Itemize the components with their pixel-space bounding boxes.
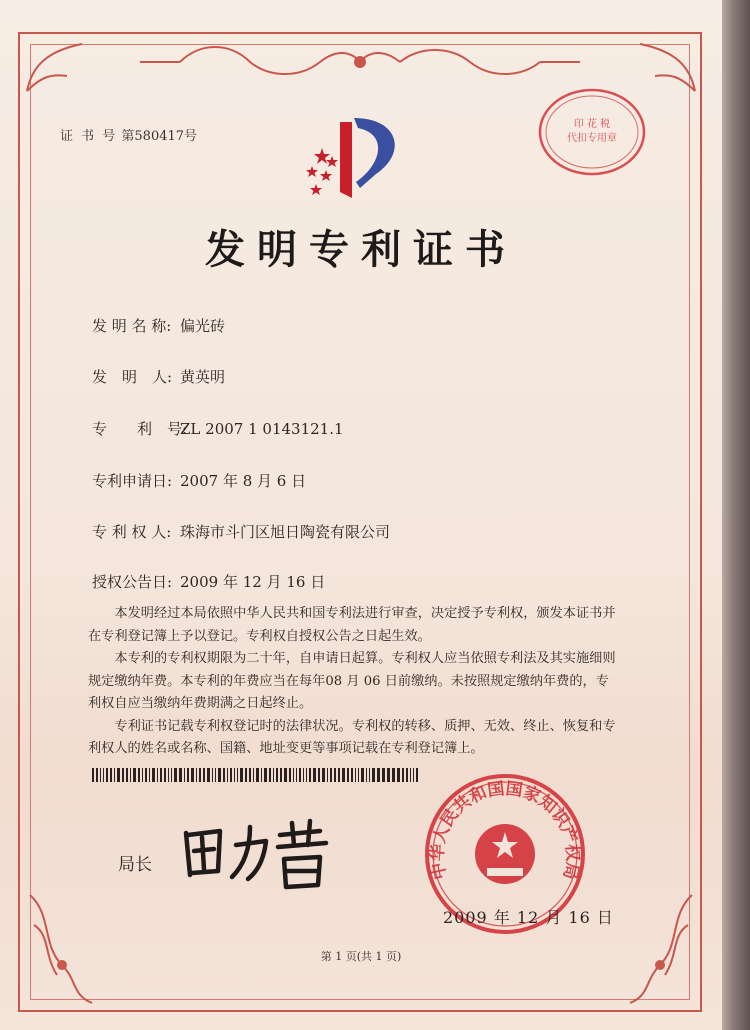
field-label: 专利申请日:: [92, 472, 173, 490]
barcode-bar: [358, 768, 359, 782]
field-label: 发 明 名 称:: [92, 317, 172, 335]
barcode-bar: [280, 768, 282, 782]
chief-label: 局长: [118, 855, 152, 875]
barcode-bar: [322, 768, 325, 782]
certificate-number-value: 第580417号: [121, 129, 198, 144]
barcode-bar: [276, 768, 278, 782]
barcode-bar: [245, 768, 247, 782]
barcode-bar: [100, 768, 101, 782]
barcode-bar: [149, 768, 150, 782]
barcode-bar: [164, 768, 166, 782]
barcode-bar: [397, 768, 400, 782]
field-grant-date: [92, 571, 325, 592]
barcode-bar: [199, 768, 201, 782]
barcode-bar: [234, 768, 235, 782]
seal-text: 中华人民共和国国家知识产权局: [427, 778, 583, 882]
barcode-bar: [256, 768, 259, 782]
field-value: 2007 年 8 月 6 日: [180, 472, 307, 490]
barcode-bar: [227, 768, 228, 782]
certificate-number: [60, 125, 197, 144]
field-value: 偏光砖: [180, 317, 226, 335]
tax-seal-stamp: [537, 87, 647, 177]
barcode-bar: [230, 768, 232, 782]
field-patent-number: [92, 418, 344, 439]
handwritten-signature: [180, 815, 330, 895]
field-inventor: [92, 366, 225, 387]
page-number: 第 1 页(共 1 页): [320, 950, 402, 963]
barcode: [92, 768, 422, 782]
barcode-bar: [130, 768, 131, 782]
barcode-bar: [351, 768, 353, 782]
barcode-bar: [410, 768, 411, 782]
barcode-bar: [92, 768, 94, 782]
barcode-bar: [126, 768, 128, 782]
barcode-bar: [203, 768, 205, 782]
barcode-bar: [114, 768, 115, 782]
barcode-bar: [416, 768, 418, 782]
barcode-bar: [303, 768, 304, 782]
barcode-bar: [223, 768, 225, 782]
barcode-bar: [273, 768, 274, 782]
field-label: 发 明 人:: [92, 368, 173, 386]
barcode-bar: [171, 768, 172, 782]
barcode-bar: [117, 768, 120, 782]
barcode-bar: [387, 768, 390, 782]
field-label: 授权公告日:: [92, 573, 173, 591]
field-value: 黄英明: [180, 368, 226, 386]
barcode-bar: [142, 768, 143, 782]
barcode-bar: [179, 768, 182, 782]
barcode-bar: [392, 768, 395, 782]
field-value: 珠海市斗门区旭日陶瓷有限公司: [180, 523, 391, 541]
barcode-bar: [289, 768, 291, 782]
barcode-bar: [330, 768, 332, 782]
barcode-bar: [122, 768, 124, 782]
barcode-bar: [133, 768, 136, 782]
barcode-bar: [168, 768, 169, 782]
barcode-bar: [207, 768, 210, 782]
barcode-bar: [96, 768, 98, 782]
barcode-bar: [293, 768, 294, 782]
barcode-bar: [103, 768, 104, 782]
svg-text:印 花 税: 印 花 税: [573, 119, 611, 130]
field-patentee: [92, 521, 390, 542]
barcode-bar: [313, 768, 316, 782]
barcode-bar: [355, 768, 356, 782]
barcode-bar: [366, 768, 367, 782]
svg-text:代扣专用章: 代扣专用章: [567, 133, 617, 144]
barcode-bar: [264, 768, 267, 782]
barcode-bar: [269, 768, 271, 782]
barcode-bar: [191, 768, 194, 782]
barcode-bar: [237, 768, 238, 782]
barcode-bar: [413, 768, 414, 782]
barcode-bar: [309, 768, 311, 782]
top-ornament: [120, 40, 600, 80]
corner-ornament-top-left: [22, 36, 92, 96]
barcode-bar: [253, 768, 254, 782]
field-value: 2009 年 12 月 16 日: [180, 573, 326, 591]
body-paragraph-2: 本专利的专利权期限为二十年，自申请日起算。专利权人应当依照专利法及其实施细则规定缴纳年费。本专利的年费应当在每年08 月 06 日前缴纳。未按照规定缴纳年费的，专利权自应当缴纳年费期满之日起终止。: [88, 651, 616, 711]
barcode-bar: [240, 768, 243, 782]
certificate-title: 发明专利证书: [205, 226, 517, 273]
barcode-bar: [184, 768, 185, 782]
barcode-bar: [361, 768, 364, 782]
barcode-bar: [261, 768, 262, 782]
barcode-bar: [215, 768, 216, 782]
barcode-bar: [106, 768, 108, 782]
barcode-bar: [369, 768, 370, 782]
barcode-bar: [406, 768, 408, 782]
barcode-bar: [145, 768, 147, 782]
barcode-bar: [284, 768, 287, 782]
barcode-bar: [152, 768, 155, 782]
sipo-logo-icon: [298, 112, 410, 204]
barcode-bar: [306, 768, 307, 782]
barcode-bar: [342, 768, 345, 782]
certificate-body: [88, 603, 618, 761]
field-invention-name: [92, 315, 225, 336]
field-value: ZL 2007 1 0143121.1: [180, 420, 344, 438]
barcode-bar: [187, 768, 189, 782]
certificate-number-label: 证 书 号: [60, 129, 118, 144]
binding-spine: [722, 0, 750, 1030]
field-label: 专 利 号:: [92, 420, 188, 438]
body-paragraph-3: 专利证书记载专利权登记时的法律状况。专利权的转移、质押、无效、终止、恢复和专利权人的姓名或名称、国籍、地址变更等事项记载在专利登记簿上。: [88, 718, 616, 756]
barcode-bar: [174, 768, 177, 782]
barcode-bar: [377, 768, 380, 782]
field-label: 专 利 权 人:: [92, 523, 172, 541]
issue-date: 2009 年 12 月 16 日: [443, 908, 614, 927]
barcode-bar: [157, 768, 158, 782]
barcode-bar: [347, 768, 349, 782]
barcode-bar: [296, 768, 297, 782]
body-paragraph-1: 本发明经过本局依照中华人民共和国专利法进行审查，决定授予专利权，颁发本证书并在专利登记簿上予以登记。专利权自授权公告之日起生效。: [88, 606, 616, 644]
barcode-bar: [334, 768, 336, 782]
barcode-bar: [338, 768, 340, 782]
barcode-bar: [160, 768, 162, 782]
barcode-bar: [249, 768, 251, 782]
barcode-bar: [382, 768, 385, 782]
barcode-bar: [372, 768, 375, 782]
barcode-bar: [318, 768, 320, 782]
barcode-bar: [402, 768, 404, 782]
barcode-bar: [299, 768, 301, 782]
barcode-bar: [196, 768, 197, 782]
barcode-bar: [327, 768, 328, 782]
barcode-bar: [138, 768, 140, 782]
barcode-bar: [212, 768, 213, 782]
barcode-bar: [110, 768, 112, 782]
barcode-bar: [218, 768, 221, 782]
field-application-date: [92, 470, 306, 491]
